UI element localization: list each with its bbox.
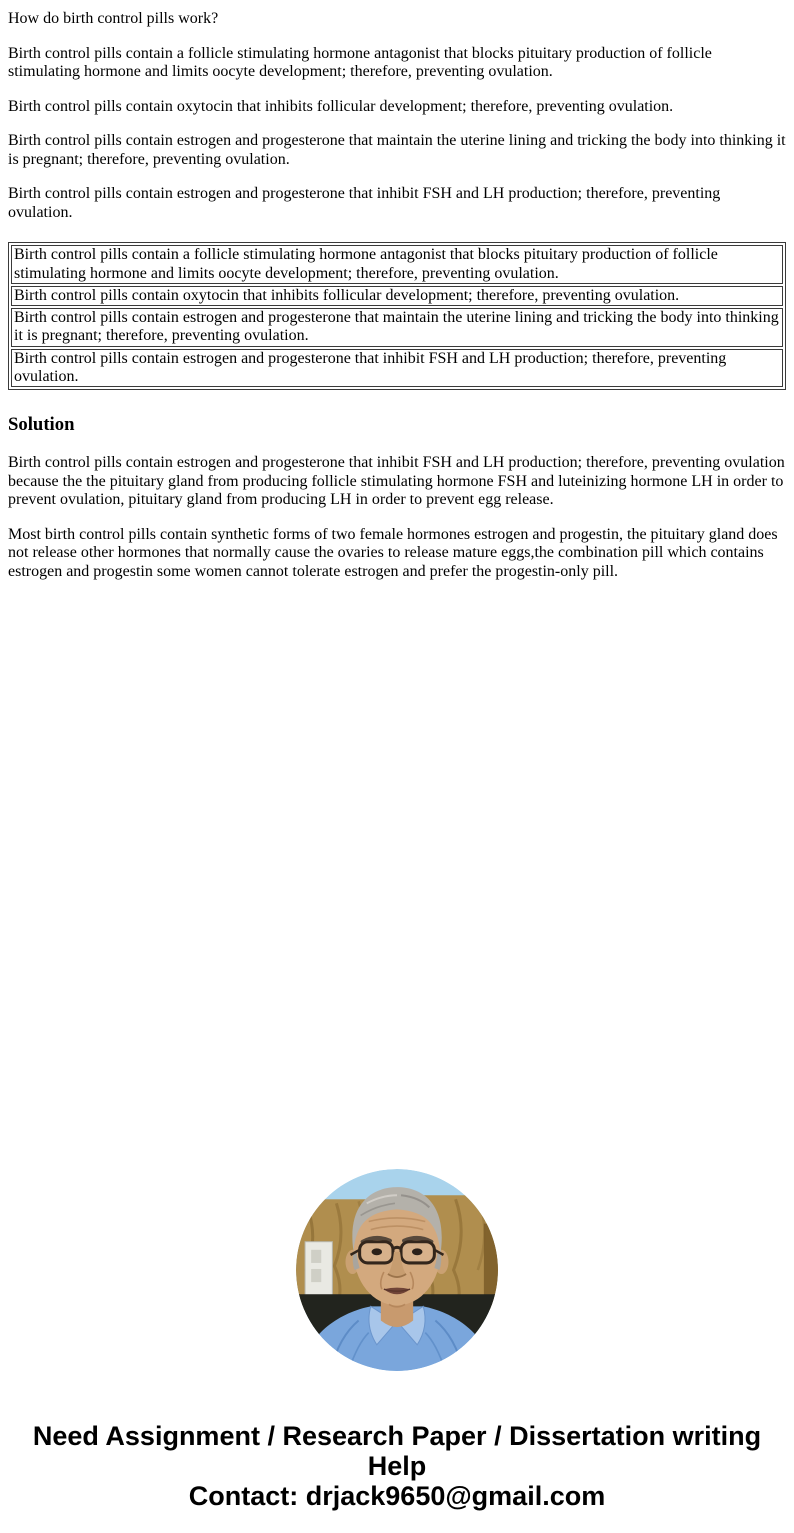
table-row — [11, 349, 783, 387]
option-paragraph-2: Birth control pills contain oxytocin that inhibits follicular development; therefore, preventing ovulation. — [8, 97, 674, 115]
table-row — [11, 308, 783, 346]
option-cell-3: Birth control pills contain estrogen and progesterone that maintain the uterine lining and tricking the body into thinking it is pregnant; therefore, preventing ovulation. — [11, 308, 783, 346]
solution-paragraph-2: Most birth control pills contain synthetic forms of two female hormones estrogen and progestin, the pituitary gland does not release other hormones that normally cause the ovaries to release mature eggs,the combination pill which contains estrogen and progestin some women cannot tolerate estrogen and prefer the progestin-only pill. — [8, 525, 778, 580]
question-text: How do birth control pills work? — [8, 10, 219, 27]
option-paragraph-4: Birth control pills contain estrogen and progesterone that inhibit FSH and LH production; therefore, preventing ovulation. — [8, 185, 721, 221]
options-table — [8, 242, 786, 390]
table-row — [11, 286, 783, 306]
footer-help-text: Need Assignment / Research Paper / Dissertation writing Help — [32, 1421, 762, 1482]
solution-heading: Solution — [8, 414, 75, 436]
table-row — [11, 245, 783, 283]
option-cell-4: Birth control pills contain estrogen and progesterone that inhibit FSH and LH production; therefore, preventing ovulation. — [11, 349, 783, 387]
solution-paragraph-1: Birth control pills contain estrogen and progesterone that inhibit FSH and LH production; therefore, preventing ovulation because the the pituitary gland from producing follicle stimulating hormone FSH and luteinizing hormone LH in order to prevent ovulation, pituitary gland from producing LH in order to prevent egg release. — [8, 454, 785, 509]
option-paragraph-1: Birth control pills contain a follicle stimulating hormone antagonist that blocks pituitary production of follicle stimulating hormone and limits oocyte development; therefore, preventing ovulation. — [8, 44, 712, 81]
option-cell-2: Birth control pills contain oxytocin that inhibits follicular development; therefore, preventing ovulation. — [11, 286, 783, 306]
document-body — [0, 10, 794, 1511]
option-paragraph-3: Birth control pills contain estrogen and progesterone that maintain the uterine lining and tricking the body into thinking it is pregnant; therefore, preventing ovulation. — [8, 132, 786, 168]
footer-banner — [23, 1421, 771, 1511]
option-cell-1: Birth control pills contain a follicle stimulating hormone antagonist that blocks pituitary production of follicle stimulating hormone and limits oocyte development; therefore, preventing ovulation. — [11, 245, 783, 283]
portrait-illustration — [296, 1169, 498, 1371]
footer-contact-text: Contact: drjack9650@gmail.com — [188, 1481, 606, 1512]
portrait-section — [8, 1169, 786, 1371]
tutor-profile-photo — [296, 1169, 498, 1371]
